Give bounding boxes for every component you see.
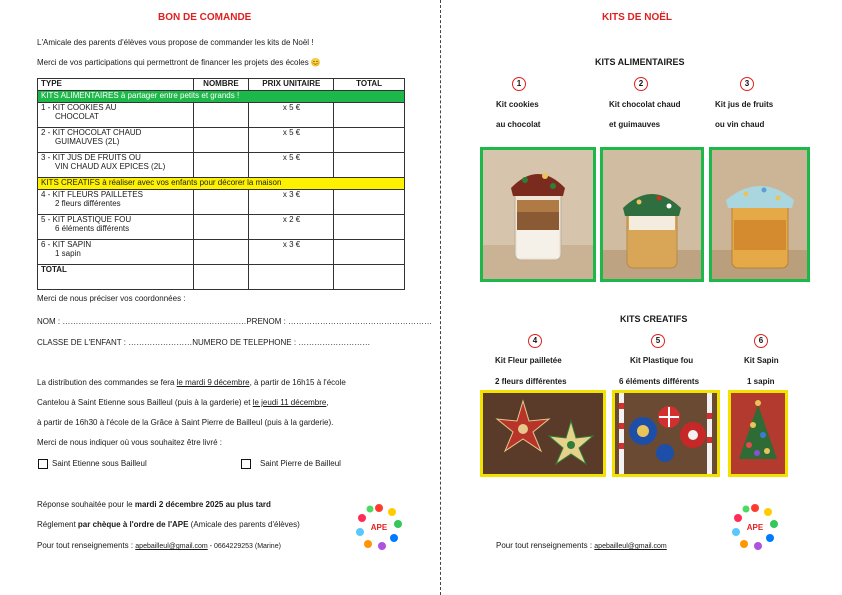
option-saint-etienne: Saint Etienne sous Bailleul (52, 459, 147, 468)
line-total-cell[interactable] (334, 103, 405, 128)
cookie-jar-illustration (483, 150, 593, 279)
option-saint-pierre: Saint Pierre de Bailleul (260, 459, 341, 468)
table-row (38, 190, 405, 215)
shrink-plastic-illustration (615, 393, 717, 474)
unit-price: x 2 € (282, 215, 301, 224)
line-total-cell[interactable] (334, 240, 405, 265)
quantity-cell[interactable] (193, 128, 249, 153)
header-prix: PRIX UNITAIRE (249, 79, 334, 91)
kit-5-photo (612, 390, 720, 477)
item-name: 3 - KIT JUS DE FRUITS OU (41, 153, 141, 162)
total-row (38, 265, 405, 290)
kit-6-photo (728, 390, 788, 477)
distribution-line-1: La distribution des commandes se fera le mardi 9 décembre, à partir de 16h15 à l'école (37, 378, 346, 387)
table-row (38, 103, 405, 128)
ape-logo-right (730, 502, 780, 552)
page-fold-divider (440, 0, 441, 595)
item-name: 4 - KIT FLEURS PAILLETES (41, 190, 143, 199)
total-quantity-cell[interactable] (193, 265, 249, 290)
item-name: 1 - KIT COOKIES AU (41, 103, 117, 112)
unit-price: x 3 € (282, 240, 301, 249)
kit-3-label: Kit jus de fruits (715, 100, 774, 109)
distribution-line-2: Cantelou à Saint Etienne sous Bailleul (puis à la garderie) et le jeudi 11 décembre, (37, 398, 329, 407)
unit-price: x 3 € (282, 190, 301, 199)
section-food: KITS ALIMENTAIRES à partager entre petits et grands ! (38, 91, 405, 103)
table-row (38, 240, 405, 265)
item-detail: 1 sapin (55, 249, 81, 258)
total-price-cell (249, 265, 334, 290)
food-kits-heading: KITS ALIMENTAIRES (595, 57, 685, 67)
grand-total-cell[interactable] (334, 265, 405, 290)
kit-6-sublabel: 1 sapin (747, 377, 775, 386)
kit-number-6: 6 (754, 334, 768, 348)
quantity-cell[interactable] (193, 190, 249, 215)
order-table (37, 78, 405, 290)
kit-2-photo (600, 147, 704, 282)
hot-chocolate-jar-illustration (603, 150, 701, 279)
delivery-prompt: Merci de nous indiquer où vous souhaitez être livré : (37, 438, 222, 447)
kit-4-label: Kit Fleur pailletée (495, 356, 562, 365)
class-phone-line[interactable]: CLASSE DE L'ENFANT : ……………………NUMERO DE TELEPHONE : ……………………… (37, 338, 371, 347)
reply-deadline: Réponse souhaitée pour le mardi 2 décembre 2025 au plus tard (37, 500, 271, 509)
creative-kits-heading: KITS CREATIFS (620, 314, 688, 324)
ape-logo (354, 502, 404, 552)
header-nombre: NOMBRE (193, 79, 249, 91)
intro-text: L'Amicale des parents d'élèves vous propose de commander les kits de Noël ! (37, 38, 314, 47)
kit-number-1: 1 (512, 77, 526, 91)
kit-2-label: Kit chocolat chaud (609, 100, 681, 109)
kit-2-sublabel: et guimauves (609, 120, 661, 129)
ape-logo-right-text: APE (746, 523, 764, 532)
ape-logo-text: APE (370, 523, 388, 532)
line-total-cell[interactable] (334, 128, 405, 153)
quantity-cell[interactable] (193, 153, 249, 178)
table-row (38, 128, 405, 153)
christmas-tree-illustration (731, 393, 785, 474)
glitter-flower-illustration (483, 393, 603, 474)
kits-title: KITS DE NOËL (602, 12, 673, 23)
line-total-cell[interactable] (334, 215, 405, 240)
kit-number-2: 2 (634, 77, 648, 91)
quantity-cell[interactable] (193, 103, 249, 128)
kit-number-4: 4 (528, 334, 542, 348)
total-label: TOTAL (38, 265, 194, 290)
right-contact-info: Pour tout renseignements : apebailleul@gmail.com (496, 541, 667, 550)
header-total: TOTAL (334, 79, 405, 91)
section-creative: KITS CREATIFS à réaliser avec vos enfants pour décorer la maison (38, 178, 405, 190)
kit-1-photo (480, 147, 596, 282)
checkbox-saint-pierre[interactable] (241, 459, 251, 469)
item-name: 2 - KIT CHOCOLAT CHAUD (41, 128, 142, 137)
line-total-cell[interactable] (334, 153, 405, 178)
checkbox-saint-etienne[interactable] (38, 459, 48, 469)
kit-5-label: Kit Plastique fou (630, 356, 694, 365)
item-detail: GUIMAUVES (2L) (55, 137, 120, 146)
payment-info: Réglement par chèque à l'ordre de l'APE (Amicale des parents d'élèves) (37, 520, 300, 529)
kit-4-photo (480, 390, 606, 477)
item-detail: 6 éléments différents (55, 224, 130, 233)
contact-info: Pour tout renseignements : apebailleul@gmail.com - 0664229253 (Marine) (37, 541, 281, 550)
line-total-cell[interactable] (334, 190, 405, 215)
unit-price: x 5 € (282, 153, 301, 162)
kit-number-3: 3 (740, 77, 754, 91)
fruit-juice-jar-illustration (712, 150, 807, 279)
kit-5-sublabel: 6 éléments différents (619, 377, 700, 386)
kit-1-label: Kit cookies (496, 100, 539, 109)
table-row (38, 153, 405, 178)
name-field-line[interactable]: NOM : ……………………………………………………………PRENOM : ……………………………………………… (37, 317, 433, 326)
item-name: 5 - KIT PLASTIQUE FOU (41, 215, 132, 224)
kit-number-5: 5 (651, 334, 665, 348)
order-form-title: BON DE COMANDE (158, 12, 252, 23)
item-detail: CHOCOLAT (55, 112, 99, 121)
coordinates-prompt: Merci de nous préciser vos coordonnées : (37, 294, 186, 303)
kit-4-sublabel: 2 fleurs différentes (495, 377, 567, 386)
table-row (38, 215, 405, 240)
header-type: TYPE (38, 79, 194, 91)
kit-6-label: Kit Sapin (744, 356, 779, 365)
distribution-line-3: à partir de 16h30 à l'école de la Grâce à Saint Pierre de Bailleul (puis à la garderie). (37, 418, 334, 427)
kit-1-sublabel: au chocolat (496, 120, 541, 129)
item-name: 6 - KIT SAPIN (41, 240, 92, 249)
item-detail: 2 fleurs différentes (55, 199, 121, 208)
unit-price: x 5 € (282, 128, 301, 137)
right-contact-email-link[interactable]: apebailleul@gmail.com (594, 543, 667, 550)
kit-3-photo (709, 147, 810, 282)
kit-3-sublabel: ou vin chaud (715, 120, 765, 129)
item-detail: VIN CHAUD AUX EPICES (2L) (55, 162, 166, 171)
unit-price: x 5 € (282, 103, 301, 112)
quantity-cell[interactable] (193, 215, 249, 240)
quantity-cell[interactable] (193, 240, 249, 265)
contact-email-link[interactable]: apebailleul@gmail.com (135, 543, 208, 550)
thanks-text: Merci de vos participations qui permettront de financer les projets des écoles 😊 (37, 58, 321, 67)
